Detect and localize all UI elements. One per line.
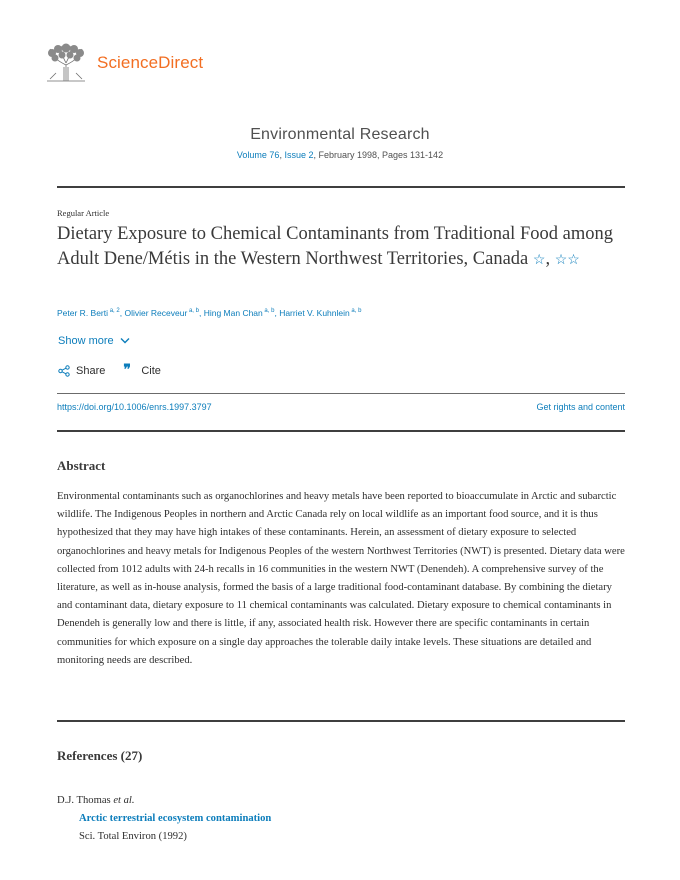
author-link[interactable]: Olivier Receveur $^{a, b}$ — [124, 308, 199, 318]
show-more-label: Show more — [58, 335, 114, 347]
journal-meta: Volume 76, Issue 2, February 1998, Pages 131-142 — [236, 150, 444, 160]
article-title — [57, 222, 617, 273]
divider — [57, 186, 625, 188]
references-heading: References (27) — [57, 748, 143, 763]
elsevier-tree-logo[interactable] — [44, 43, 88, 83]
reference-item — [57, 792, 271, 846]
abstract-heading: Abstract — [57, 458, 106, 473]
article-title-text: Dietary Exposure to Chemical Contaminants from Traditional Food among Adult Dene/Métis in the Western Northwest Territories, Canada — [57, 224, 613, 269]
share-button[interactable] — [58, 365, 105, 377]
reference-source: Sci. Total Environ (1992) — [79, 831, 187, 842]
reference-authors: D.J. Thomas et al. — [57, 795, 135, 806]
divider — [57, 393, 625, 394]
volume-link[interactable]: Volume 76 — [236, 150, 280, 160]
date-pages: , February 1998, Pages 131-142 — [313, 150, 444, 160]
article-actions — [58, 365, 179, 377]
divider — [57, 720, 625, 722]
cite-button[interactable] — [123, 365, 161, 377]
author-list: Peter R. Berti $^{a, 2}$, Olivier Receveur $^{a, b}$, Hing Man Chan $^{a, b}$, Harriet V. Kuhnlein $^{a, b}$ — [57, 308, 362, 318]
sciencedirect-brand[interactable]: ScienceDirect — [97, 53, 204, 72]
journal-title[interactable]: Environmental Research — [250, 126, 430, 143]
doi-link[interactable]: https://doi.org/10.1006/enrs.1997.3797 — [57, 402, 212, 412]
journal-info — [0, 126, 680, 160]
star-separator: , — [545, 248, 555, 269]
show-more-button[interactable] — [58, 335, 130, 347]
divider — [57, 430, 625, 432]
share-label: Share — [76, 365, 106, 377]
author-link[interactable]: Harriet V. Kuhnlein $^{a, b}$ — [279, 308, 362, 318]
rights-link[interactable]: Get rights and content — [536, 402, 625, 412]
doi-row — [57, 402, 625, 412]
abstract-text: Environmental contaminants such as organochlorines and heavy metals have been reported to bioaccumulate in Arctic and subarctic wildlife. The Indigenous Peoples in northern and Arctic Canada rely on local wildlife as an important food source, and it is thus hypothesized that they may have high intakes of these contaminants. Herein, an assessment of dietary exposure to selected organochlorines and heavy metals for Indigenous Peoples of the western Northwest Territories (NWT) is presented. Dietary data were collected from 1012 adults with 24-h recalls in 16 communities in the western NWT (Denendeh). A comprehensive survey of the literature, as well as in-house analysis, formed the basis of a large traditional food-contaminant database. By combining the dietary and contaminant data, dietary exposure to 11 chemical contaminants was calculated. Dietary exposure to chemical contaminants in Denendeh is generally low and there is little, if any, associated health risk. However there are specific contaminants in certain communities for which exposure on a single day approaches the tolerable daily intake levels. These situations are detailed and monitoring needs are described. — [57, 491, 625, 666]
issue-link[interactable]: Issue 2 — [284, 150, 314, 160]
author-link[interactable]: Hing Man Chan $^{a, b}$ — [203, 308, 275, 318]
share-icon — [58, 365, 70, 377]
site-header — [44, 42, 203, 84]
reference-title-link[interactable]: Arctic terrestrial ecosystem contamination — [79, 813, 272, 824]
article-type: Regular Article — [57, 208, 110, 218]
quote-icon: ❞ — [123, 363, 131, 378]
chevron-down-icon — [120, 337, 130, 345]
cite-label: Cite — [141, 365, 161, 377]
footnote-star-icon[interactable]: ☆ — [532, 252, 546, 268]
author-link[interactable]: Peter R. Berti $^{a, 2}$ — [57, 308, 120, 318]
footnote-double-star-icon[interactable]: ☆☆ — [554, 252, 580, 268]
